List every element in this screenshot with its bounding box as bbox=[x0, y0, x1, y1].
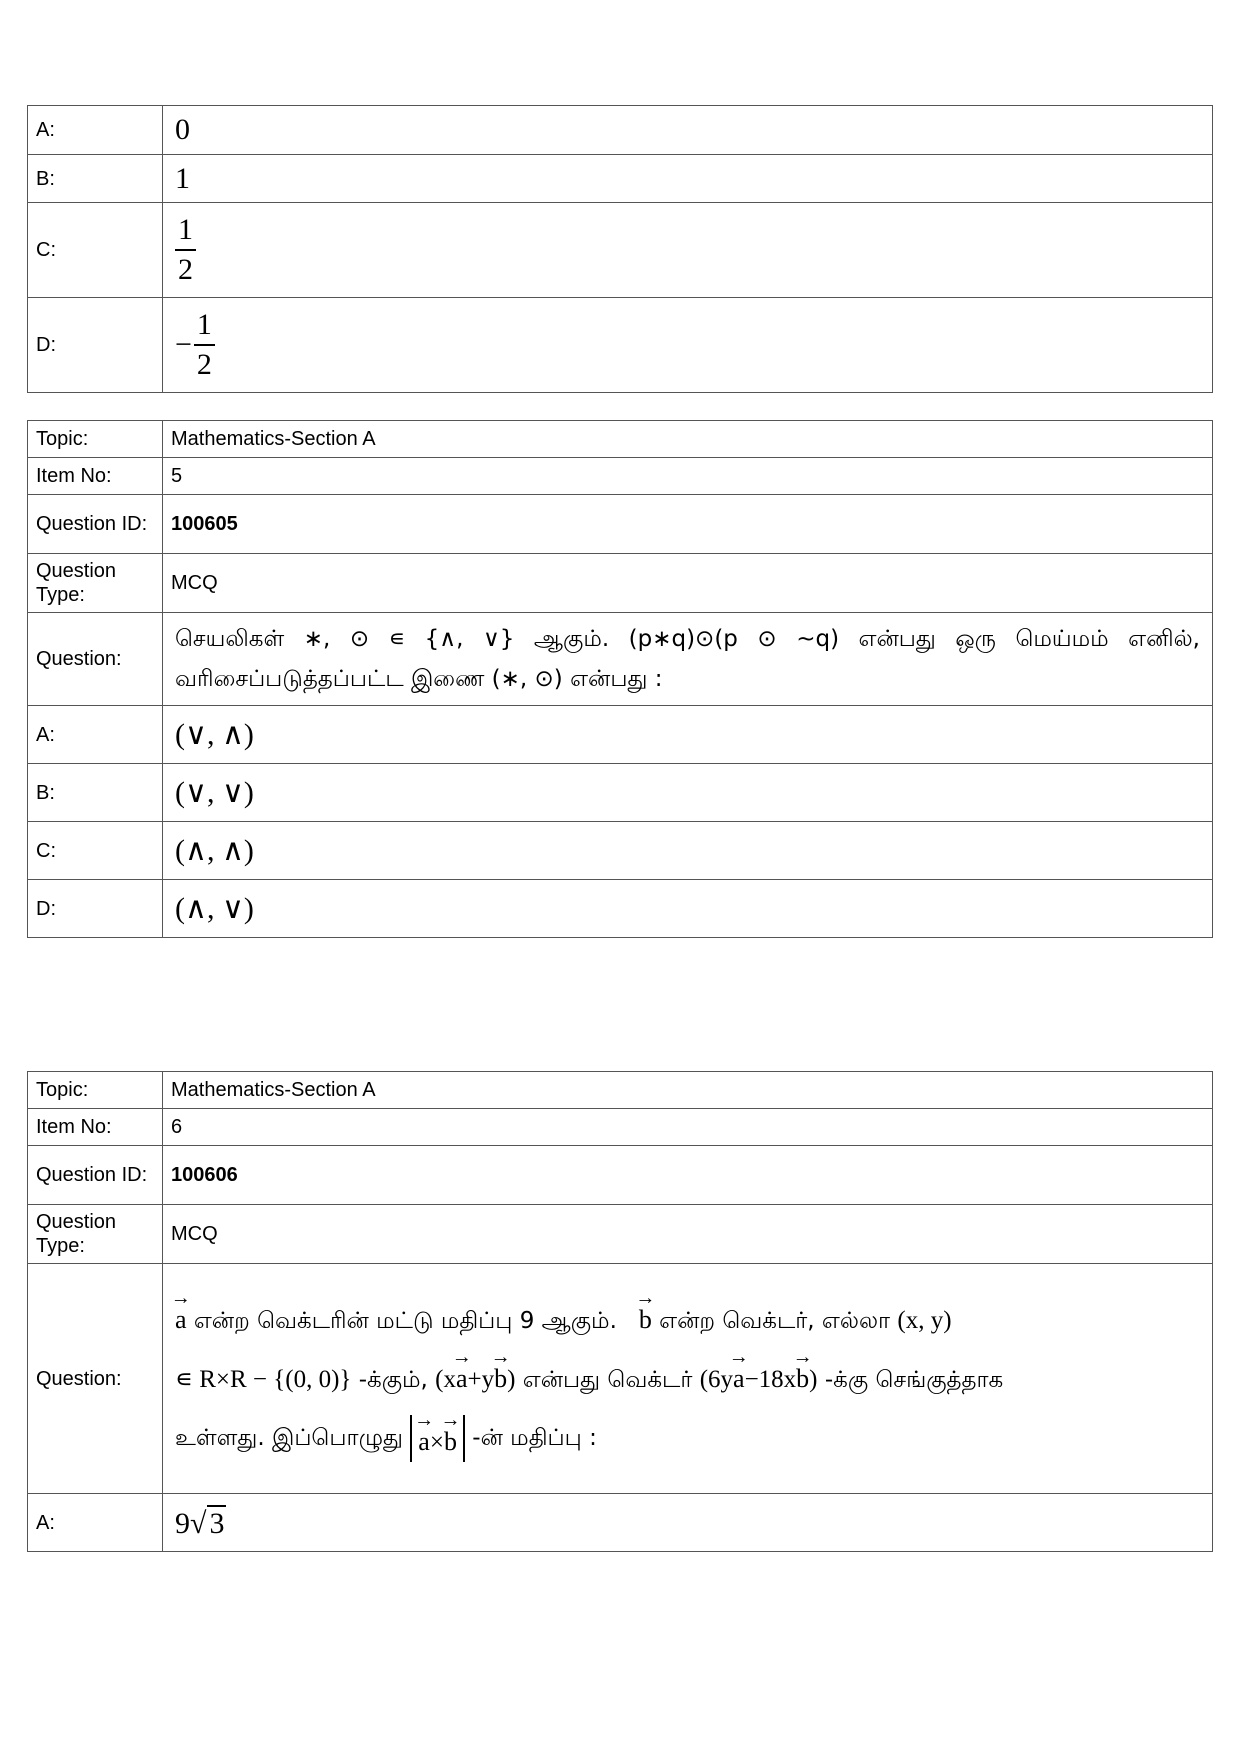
question-type-label: Question Type: bbox=[28, 1205, 163, 1264]
question-fragment: -ன் மதிப்பு : bbox=[472, 1424, 597, 1451]
math-part: ) bbox=[507, 1365, 516, 1393]
option-d-value: (∧, ∨) bbox=[163, 880, 1213, 938]
question-fragment: -க்கும், bbox=[358, 1366, 428, 1393]
option-a-label: A: bbox=[28, 706, 163, 764]
vector-a: → a bbox=[175, 1291, 187, 1349]
math-part: (x bbox=[435, 1365, 456, 1393]
option-a-label: A: bbox=[28, 1494, 163, 1552]
fraction-numerator: 1 bbox=[194, 310, 215, 346]
minus-sign: − bbox=[175, 328, 192, 361]
question-block-4-options bbox=[27, 105, 1213, 393]
vector-a: → a bbox=[418, 1429, 430, 1455]
option-b-label: B: bbox=[28, 155, 163, 203]
option-a-value bbox=[163, 1494, 1213, 1552]
math-part: ) bbox=[809, 1365, 818, 1393]
topic-value: Mathematics-Section A bbox=[163, 1072, 1213, 1109]
option-d-label: D: bbox=[28, 880, 163, 938]
item-no-label: Item No: bbox=[28, 458, 163, 495]
question-text bbox=[163, 1264, 1213, 1494]
item-no-label: Item No: bbox=[28, 1109, 163, 1146]
question-label: Question: bbox=[28, 1264, 163, 1494]
math-part: +y bbox=[467, 1365, 495, 1393]
math-xy: (x, y) bbox=[897, 1306, 952, 1334]
question-type-value: MCQ bbox=[163, 554, 1213, 613]
math-part: 3 bbox=[209, 1506, 225, 1540]
vector-b: → b bbox=[494, 1350, 507, 1408]
question-label: Question: bbox=[28, 613, 163, 706]
topic-label: Topic: bbox=[28, 1072, 163, 1109]
question-line-1 bbox=[175, 1291, 1200, 1350]
fraction bbox=[175, 215, 196, 285]
question-line-3 bbox=[175, 1409, 1200, 1467]
question-type-value: MCQ bbox=[163, 1205, 1213, 1264]
fraction-numerator: 1 bbox=[175, 215, 196, 251]
option-b-label: B: bbox=[28, 764, 163, 822]
vector-a: → a bbox=[456, 1350, 468, 1408]
item-no-value: 6 bbox=[163, 1109, 1213, 1146]
option-b-value: 1 bbox=[163, 155, 1213, 203]
math-part: 9 bbox=[175, 1506, 190, 1540]
question-fragment: உள்ளது. இப்பொழுது bbox=[175, 1424, 403, 1451]
fraction-denominator: 2 bbox=[196, 348, 212, 381]
fraction bbox=[194, 310, 215, 380]
option-a-label: A: bbox=[28, 106, 163, 155]
question-fragment: என்ற வெக்டர், எல்லா bbox=[659, 1307, 891, 1334]
question-id-label: Question ID: bbox=[28, 495, 163, 554]
question-block-6 bbox=[27, 1071, 1213, 1552]
question-id-value: 100605 bbox=[163, 495, 1213, 554]
vector-b: → b bbox=[639, 1291, 652, 1349]
math-perp-vector bbox=[699, 1363, 818, 1393]
question-type-label: Question Type: bbox=[28, 554, 163, 613]
question-fragment: என்ற வெக்டரின் மட்டு மதிப்பு 9 ஆகும். bbox=[193, 1307, 617, 1334]
fraction-denominator: 2 bbox=[178, 253, 193, 286]
topic-label: Topic: bbox=[28, 421, 163, 458]
option-a-value: 0 bbox=[163, 106, 1213, 155]
question-text: செயலிகள் ∗, ⊙ ∊ {∧, ∨} ஆகும். (p∗q)⊙(p ⊙ ~q) என்பது ஒரு மெய்மம் எனில், வரிசைப்படுத்தப்பட்ட இணை (∗, ⊙) என்பது : bbox=[163, 613, 1213, 706]
math-part: √ bbox=[190, 1506, 207, 1540]
option-d-value bbox=[163, 298, 1213, 393]
option-b-value: (∨, ∨) bbox=[163, 764, 1213, 822]
math-part: (6y bbox=[699, 1365, 734, 1393]
question-id-label: Question ID: bbox=[28, 1146, 163, 1205]
math-set: ∊ R×R − {(0, 0)} bbox=[175, 1365, 352, 1393]
option-d-label: D: bbox=[28, 298, 163, 393]
topic-value: Mathematics-Section A bbox=[163, 421, 1213, 458]
math-combination bbox=[435, 1363, 516, 1393]
option-a-value: (∨, ∧) bbox=[163, 706, 1213, 764]
question-fragment: -க்கு செங்குத்தாக bbox=[824, 1366, 1004, 1393]
option-c-label: C: bbox=[28, 203, 163, 298]
vector-b: → b bbox=[444, 1429, 457, 1455]
option-c-value bbox=[163, 203, 1213, 298]
vector-b: → b bbox=[796, 1350, 809, 1408]
item-no-value: 5 bbox=[163, 458, 1213, 495]
question-line-2 bbox=[175, 1350, 1200, 1409]
option-c-label: C: bbox=[28, 822, 163, 880]
option-c-value: (∧, ∧) bbox=[163, 822, 1213, 880]
math-cross-product-magnitude bbox=[410, 1415, 465, 1462]
question-id-value: 100606 bbox=[163, 1146, 1213, 1205]
question-block-5 bbox=[27, 420, 1213, 938]
math-part: −18x bbox=[744, 1365, 797, 1393]
question-fragment: என்பது வெக்டர் bbox=[522, 1366, 693, 1393]
vector-a: → a bbox=[733, 1350, 745, 1408]
math-part: × bbox=[429, 1428, 444, 1456]
